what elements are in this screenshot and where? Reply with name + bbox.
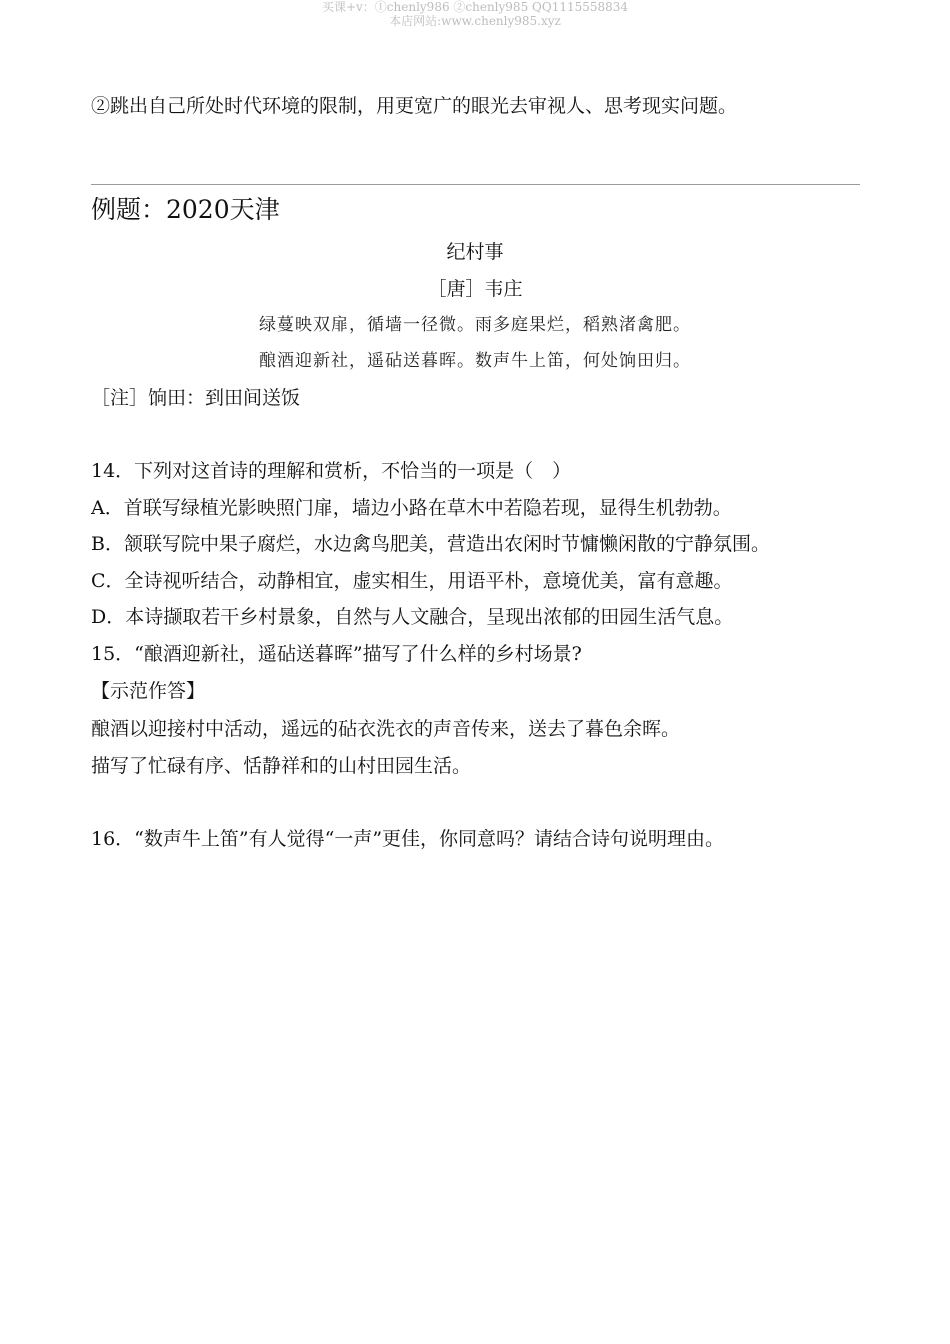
intro-point: ②跳出自己所处时代环境的限制，用更宽广的眼光去审视人、思考现实问题。 [91, 95, 738, 117]
poem-note: ［注］饷田：到田间送饭 [91, 387, 301, 409]
question-14-option-d: D．本诗撷取若干乡村景象，自然与人文融合，呈现出浓郁的田园生活气息。 [91, 606, 734, 628]
watermark-line-1: 买课+v：①chenly986 ②chenly985 QQ1115558834 [321, 0, 629, 14]
question-15-answer-line-1: 酿酒以迎接村中活动，遥远的砧衣洗衣的声音传来，送去了暮色余晖。 [91, 718, 681, 740]
poem-line-2: 酿酒迎新社，遥砧送暮晖。数声牛上笛，何处饷田归。 [259, 351, 691, 371]
question-14-option-b: B．颔联写院中果子腐烂，水边禽鸟肥美，营造出农闲时节慵懒闲散的宁静氛围。 [91, 533, 770, 555]
question-15-stem: 15．“酿酒迎新社，遥砧送暮晖”描写了什么样的乡村场景? [91, 643, 582, 665]
section-divider [91, 184, 860, 185]
question-15-answer-line-2: 描写了忙碌有序、恬静祥和的山村田园生活。 [91, 755, 472, 777]
question-16-stem: 16．“数声牛上笛”有人觉得“一声”更佳，你同意吗？请结合诗句说明理由。 [91, 828, 725, 850]
poem-line-1: 绿蔓映双扉，循墙一径微。雨多庭果烂，稻熟渚禽肥。 [259, 315, 691, 335]
question-15-answer-label: 【示范作答】 [91, 680, 206, 702]
question-14-option-c: C．全诗视听结合，动静相宜，虚实相生，用语平朴，意境优美，富有意趣。 [91, 570, 733, 592]
poem-author: ［唐］韦庄 [427, 278, 523, 300]
example-heading: 例题：2020天津 [91, 195, 280, 224]
question-14-stem: 14．下列对这首诗的理解和赏析，不恰当的一项是（ ） [91, 460, 572, 482]
watermark-line-2: 本店网站:www.chenly985.xyz [389, 14, 561, 28]
poem-title: 纪村事 [446, 241, 504, 263]
question-14-option-a: A．首联写绿植光影映照门扉，墙边小路在草木中若隐若现，显得生机勃勃。 [91, 497, 732, 519]
